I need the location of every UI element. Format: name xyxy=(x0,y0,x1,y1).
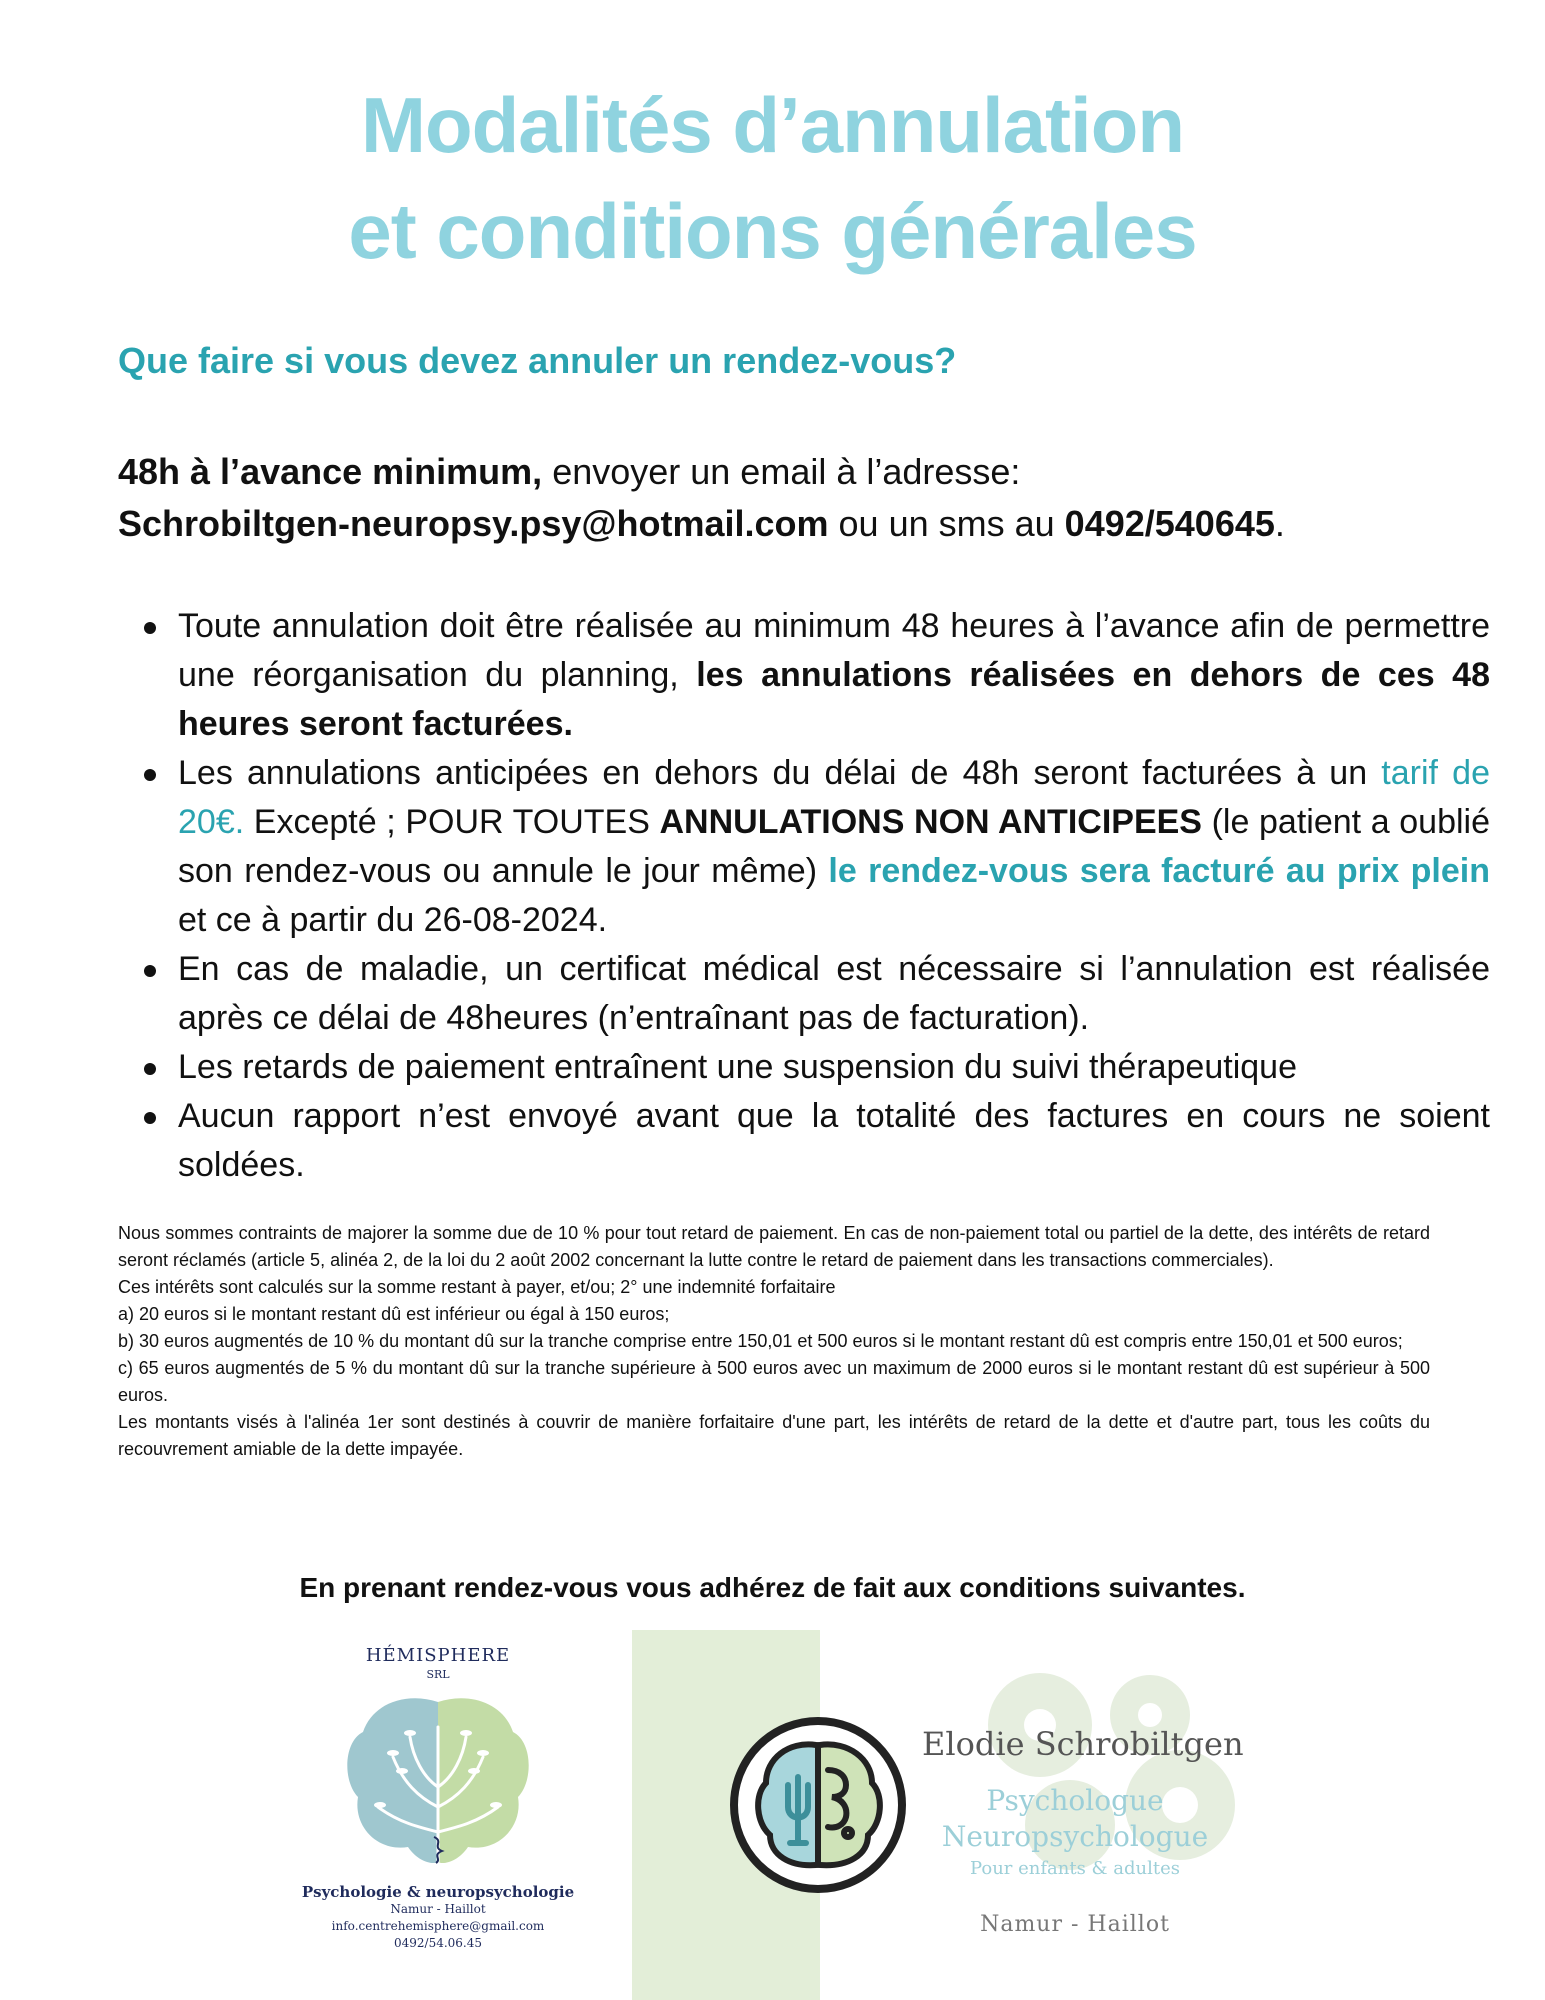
hemisphere-email: info.centrehemisphere@gmail.com xyxy=(331,1919,545,1933)
practitioner-roles xyxy=(900,1783,1250,1855)
hemisphere-phone: 0492/54.06.45 xyxy=(393,1936,483,1950)
conditions-list xyxy=(118,602,1490,1190)
b1-text: Toute annulation doit être réalisée au minimum 48 heures à l’avance afin de permettre une réorganisation du planning, xyxy=(178,607,1490,694)
list-item: Les retards de paiement entraînent une suspension du suivi thérapeutique xyxy=(178,1043,1490,1092)
role-neuropsychologue: Neuropsychologue xyxy=(941,1820,1209,1853)
b2-teal-bold: le rendez-vous sera facturé au prix plein xyxy=(828,852,1490,890)
b2-text-4: et ce à partir du 26-08-2024. xyxy=(178,901,608,939)
fine-print-p4: b) 30 euros augmentés de 10 % du montant dû sur la tranche comprise entre 150,01 et 500 euros si le montant restant dû est compris entre 150,01 et 500 euros; xyxy=(118,1331,1403,1351)
b2-text-3: (le patient a oublié son rendez-vous ou annule le jour même) xyxy=(178,803,1490,890)
b2-teal: tarif de 20€. xyxy=(178,754,1490,841)
b2-text-2: Excepté ; POUR TOUTES xyxy=(244,803,660,841)
hemisphere-name: HÉMISPHERE xyxy=(365,1645,511,1666)
list-item xyxy=(178,749,1490,945)
intro-text-2: ou un sms au xyxy=(828,503,1065,544)
page-title xyxy=(0,72,1545,284)
practitioner-city: Namur - Haillot xyxy=(980,1912,1170,1937)
fine-print-p5: c) 65 euros augmentés de 5 % du montant dû sur la tranche supérieure à 500 euros avec un maximum de 2000 euros si le montant restant dû est supérieur à 500 euros. xyxy=(118,1358,1430,1405)
list-item xyxy=(178,602,1490,749)
hemisphere-subtitle: Psychologie & neuropsychologie xyxy=(301,1883,575,1901)
intro-bold-lead: 48h à l’avance minimum, xyxy=(118,451,543,492)
fine-print-p3: a) 20 euros si le montant restant dû est inférieur ou égal à 150 euros; xyxy=(118,1304,670,1324)
intro-text-1: envoyer un email à l’adresse: xyxy=(542,451,1021,492)
cancellation-question-heading: Que faire si vous devez annuler un rendez-vous? xyxy=(118,340,957,381)
practitioner-audience: Pour enfants & adultes xyxy=(969,1858,1181,1879)
b2-bold: ANNULATIONS NON ANTICIPEES xyxy=(659,803,1202,841)
fine-print-p1: Nous sommes contraints de majorer la somme due de 10 % pour tout retard de paiement. En cas de non-paiement total ou partiel de la dette, des intérêts de retard seront réclamés (article 5, alinéa 2, de la loi du 2 août 2002 concernant la lutte contre le retard de paiement dans les transactions commerciales). xyxy=(118,1223,1430,1270)
b2-text-1: Les annulations anticipées en dehors du délai de 48h seront facturées à un xyxy=(178,754,1382,792)
psi-brain-icon xyxy=(728,1715,908,1895)
adherence-statement: En prenant rendez-vous vous adhérez de fait aux conditions suivantes. xyxy=(299,1572,1246,1603)
intro-paragraph xyxy=(118,446,1438,550)
brain-tree-icon xyxy=(338,1687,538,1877)
contact-phone: 0492/540645 xyxy=(1064,503,1275,544)
hemisphere-city: Namur - Haillot xyxy=(390,1902,486,1916)
list-item: Aucun rapport n’est envoyé avant que la totalité des factures en cours ne soient soldées. xyxy=(178,1092,1490,1190)
title-line-2: et conditions générales xyxy=(348,187,1197,275)
fine-print-p6: Les montants visés à l'alinéa 1er sont destinés à couvrir de manière forfaitaire d'une part, les intérêts de retard de la dette et d'autre part, tous les coûts du recouvrement amiable de la dette impayée. xyxy=(118,1412,1430,1459)
fine-print-p2: Ces intérêts sont calculés sur la somme restant à payer, et/ou; 2° une indemnité forfaitaire xyxy=(118,1277,836,1297)
practitioner-name: Elodie Schrobiltgen xyxy=(922,1725,1244,1763)
intro-end: . xyxy=(1274,503,1285,544)
fine-print xyxy=(118,1220,1430,1463)
b1-bold: les annulations réalisées en dehors de ces 48 heures seront facturées. xyxy=(178,656,1491,743)
list-item: En cas de maladie, un certificat médical est nécessaire si l’annulation est réalisée après ce délai de 48heures (n’entraînant pas de facturation). xyxy=(178,945,1490,1043)
role-psychologue: Psychologue xyxy=(986,1784,1164,1817)
hemisphere-logo xyxy=(288,1645,588,1985)
contact-email: Schrobiltgen-neuropsy.psy@hotmail.com xyxy=(118,503,829,544)
title-line-1: Modalités d’annulation xyxy=(360,81,1184,169)
hemisphere-srl: SRL xyxy=(426,1668,450,1681)
